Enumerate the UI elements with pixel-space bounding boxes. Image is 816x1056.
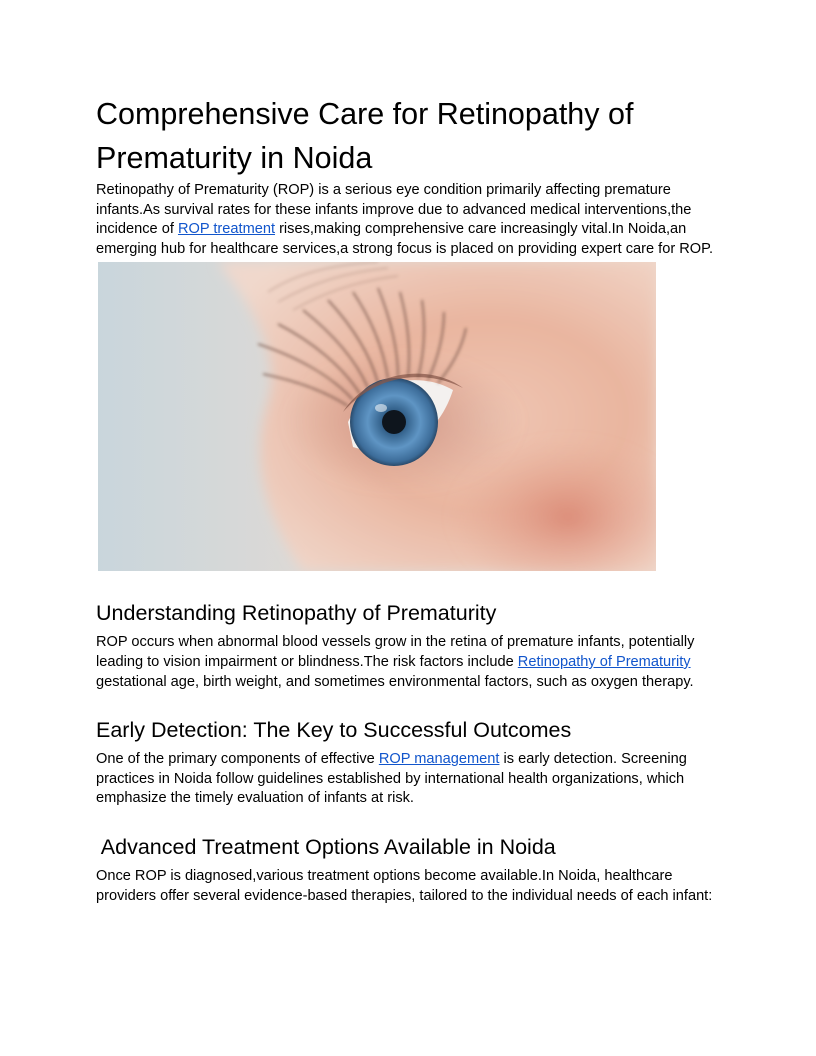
section-heading-treatment-options: Advanced Treatment Options Available in Noida — [96, 834, 556, 859]
treatment-line-2: providers offer several evidence-based therapies, tailored to the individual needs of each infant: — [96, 887, 713, 904]
understanding-line-2-prefix: leading to vision impairment or blindness.The risk factors include — [96, 653, 518, 670]
intro-line-3-prefix: incidence of — [96, 221, 178, 238]
pupil — [382, 410, 406, 434]
retinopathy-of-prematurity-link[interactable]: Retinopathy of Prematurity — [517, 653, 691, 670]
page-title-line-1: Comprehensive Care for Retinopathy of — [96, 97, 634, 131]
intro-paragraph — [96, 181, 736, 259]
intro-line-1: Retinopathy of Prematurity (ROP) is a serious eye condition primarily affecting premature — [96, 182, 671, 198]
page-title-line-2: Prematurity in Noida — [96, 141, 373, 175]
eye-highlight — [375, 404, 387, 412]
early-detection-line-1-prefix: One of the primary components of effective — [96, 751, 379, 768]
intro-line-2: infants.As survival rates for these infants improve due to advanced medical interventions,the — [96, 201, 692, 218]
document-page — [96, 92, 736, 906]
early-detection-line-2: practices in Noida follow guidelines established by international health organizations, which — [96, 770, 685, 787]
treatment-options-paragraph — [96, 867, 736, 906]
understanding-paragraph — [96, 633, 736, 692]
understanding-line-2 — [96, 653, 736, 673]
intro-line-3-suffix: rises,making comprehensive care increasingly vital.In Noida,an — [275, 221, 687, 238]
intro-line-3 — [96, 220, 736, 240]
rop-management-link[interactable]: ROP management — [378, 751, 500, 768]
intro-line-4: emerging hub for healthcare services,a strong focus is placed on providing expert care for ROP. — [96, 240, 714, 257]
understanding-line-3: gestational age, birth weight, and sometimes environmental factors, such as oxygen therapy. — [96, 673, 694, 690]
section-heading-understanding: Understanding Retinopathy of Prematurity — [96, 601, 497, 626]
treatment-line-1: Once ROP is diagnosed,various treatment options become available.In Noida, healthcare — [96, 867, 673, 884]
early-detection-line-1-suffix: is early detection. Screening — [499, 751, 687, 768]
section-heading-early-detection: Early Detection: The Key to Successful Outcomes — [96, 718, 572, 743]
page-title — [96, 92, 736, 180]
baby-eye-photo — [98, 262, 656, 571]
early-detection-paragraph — [96, 750, 736, 809]
early-detection-line-1 — [96, 750, 736, 770]
understanding-line-1: ROP occurs when abnormal blood vessels grow in the retina of premature infants, potentially — [96, 634, 695, 651]
early-detection-line-3: emphasize the timely evaluation of infants at risk. — [96, 790, 414, 807]
rop-treatment-link[interactable]: ROP treatment — [177, 221, 276, 238]
